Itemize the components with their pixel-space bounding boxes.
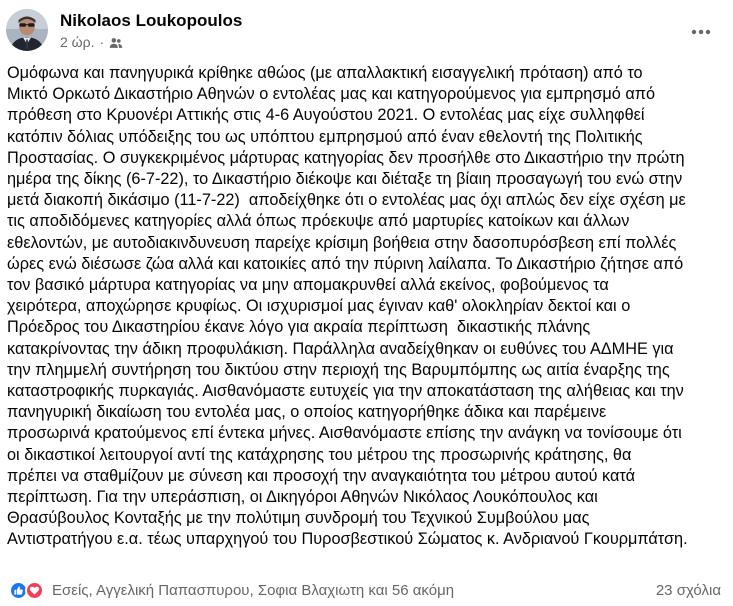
post-text-line: Αντιστρατήγου ε.α. τέως υπαρχηγού του Πυροσβεστικού Σώματος κ. Ανδριανού Γκουρμπάτση. bbox=[7, 530, 688, 549]
post-text-line: την πλημμελή συντήρηση του δικτύου στην περιοχή της Βαρυμπόμπης ως αιτία έναρξης της bbox=[7, 360, 670, 379]
post-header bbox=[6, 9, 242, 55]
comment-count[interactable]: 23 σχόλια bbox=[655, 581, 721, 599]
author-name[interactable]: Nikolaos Loukopoulos bbox=[60, 11, 243, 30]
reactors-summary[interactable]: Εσείς, Αγγελική Παπασπυρου, Σοφια Βλαχιωτη και 56 ακόμη bbox=[52, 581, 455, 599]
post-footer bbox=[9, 578, 721, 602]
post-text-line: Ομόφωνα και πανηγυρικά κρίθηκε αθώος (με απαλλακτική εισαγγελική πρόταση) από το bbox=[7, 64, 643, 82]
friends-icon[interactable] bbox=[109, 36, 123, 50]
more-options-icon[interactable] bbox=[683, 14, 719, 50]
avatar-photo-icon bbox=[6, 9, 48, 51]
post-text-line: περίπτωση. Για την υπεράσπιση, οι Δικηγόροι Αθηνών Νικόλαος Λουκόπουλος και bbox=[7, 488, 598, 507]
reaction-icons[interactable] bbox=[9, 581, 44, 600]
post-body-text bbox=[7, 63, 723, 551]
post-timestamp[interactable]: 2 ώρ. bbox=[60, 34, 95, 50]
post-text-line: Προστασίας. Ο συγκεκριμένος μάρτυρας κατηγορίας δεν προσήλθε στο Δικαστήριο την πρώτη bbox=[7, 148, 685, 167]
post-text-line: ώρες ενώ διέσωσε ζώα αλλά και κατοικίες από την πύρινη λαίλαπα. Το Δικαστήριο ζήτησε από bbox=[7, 254, 684, 273]
post-text-line: Θρασύβουλος Κονταξής με την πολύτιμη συνδρομή του Τεχνικού Συμβούλου μας bbox=[7, 509, 590, 528]
post-subline bbox=[60, 34, 242, 51]
author-avatar[interactable] bbox=[6, 9, 48, 51]
post-text-line: τον βασικό μάρτυρα κατηγορίας να μην απομακρυνθεί αλλά εκείνος, φοβούμενος τα bbox=[7, 276, 609, 295]
post-meta bbox=[60, 10, 242, 51]
post-text-line: πρέπει να σταθμίζουν με σύνεση και προσοχή την αναγκαιότητα του μέτρου αυτού κατά bbox=[7, 466, 636, 485]
post-text-line: καταστροφικής πυρκαγιάς. Αισθανόμαστε ευτυχείς για την αποκατάσταση της αλήθειας και την bbox=[7, 382, 684, 401]
post-text-line: χειρότερα, αποχώρησε κρυφίως. Οι ισχυρισμοί μας έγιναν καθ' ολοκληρίαν δεκτοί και ο bbox=[7, 297, 631, 316]
post-text-line: κατακρίνοντας την άδικη προφυλάκιση. Παράλληλα αναδείχθηκαν οι ευθύνες του ΑΔΜΗΕ για bbox=[7, 339, 674, 358]
post-text-line: κατόπιν δόλιας υπόδειξης του ως υπόπτου εμπρησμού από έναν εθελοντή της Πολιτικής bbox=[7, 127, 643, 146]
post-text-line: εθελοντών, με αυτοδιακινδυνευση παρείχε κρίσιμη βοήθεια στην δασοπυρόσβεση επί πολλές bbox=[7, 233, 677, 252]
post-text-line: προσωρινά κρατούμενος επί έντεκα μήνες. Αισθανόμαστε επίσης την ανάγκη να τονίσουμε ότι bbox=[7, 424, 682, 443]
post-text-line: πρόθεση στο Κρυονέρι Αττικής στις 4-6 Αυγούστου 2021. Ο εντολέας μας είχε συλληφθεί bbox=[7, 106, 645, 125]
love-icon[interactable] bbox=[25, 581, 44, 600]
post-text-line: τις αποδιδόμενες κατηγορίες αλλά όπως πρόεκυψε από μαρτυρίες κατοίκων και άλλων bbox=[7, 212, 630, 231]
post-text-line: ημέρα της δίκης (6-7-22), το Δικαστήριο διέκοψε και διέταξε τη βίαιη προσαγωγή του ενώ στην bbox=[7, 170, 683, 189]
post-text-line: πανηγυρική δικαίωση του εντολέα μας, ο οποίος κατηγορήθηκε άδικα και παρέμεινε bbox=[7, 403, 607, 422]
post-text-line: Πρόεδρος του Δικαστηρίου έκανε λόγο για ακραία περίπτωση δικαστικής πλάνης bbox=[7, 318, 591, 337]
post-text-line: Μικτό Ορκωτό Δικαστήριο Αθηνών ο εντολέας μας και κατηγορούμενος για εμπρησμό από bbox=[7, 85, 656, 104]
separator-dot: · bbox=[99, 34, 105, 50]
post-text-line: οι δικαστικοί λειτουργοί αντί της κατάχρησης του μέτρου της προσωρινής κράτησης, θα bbox=[7, 445, 632, 464]
post-text-line: μετά διακοπή δικάσιμο (11-7-22) αποδείχθηκε ότι ο εντολέας μας όχι απλώς δεν είχε σχέση με bbox=[7, 191, 686, 210]
